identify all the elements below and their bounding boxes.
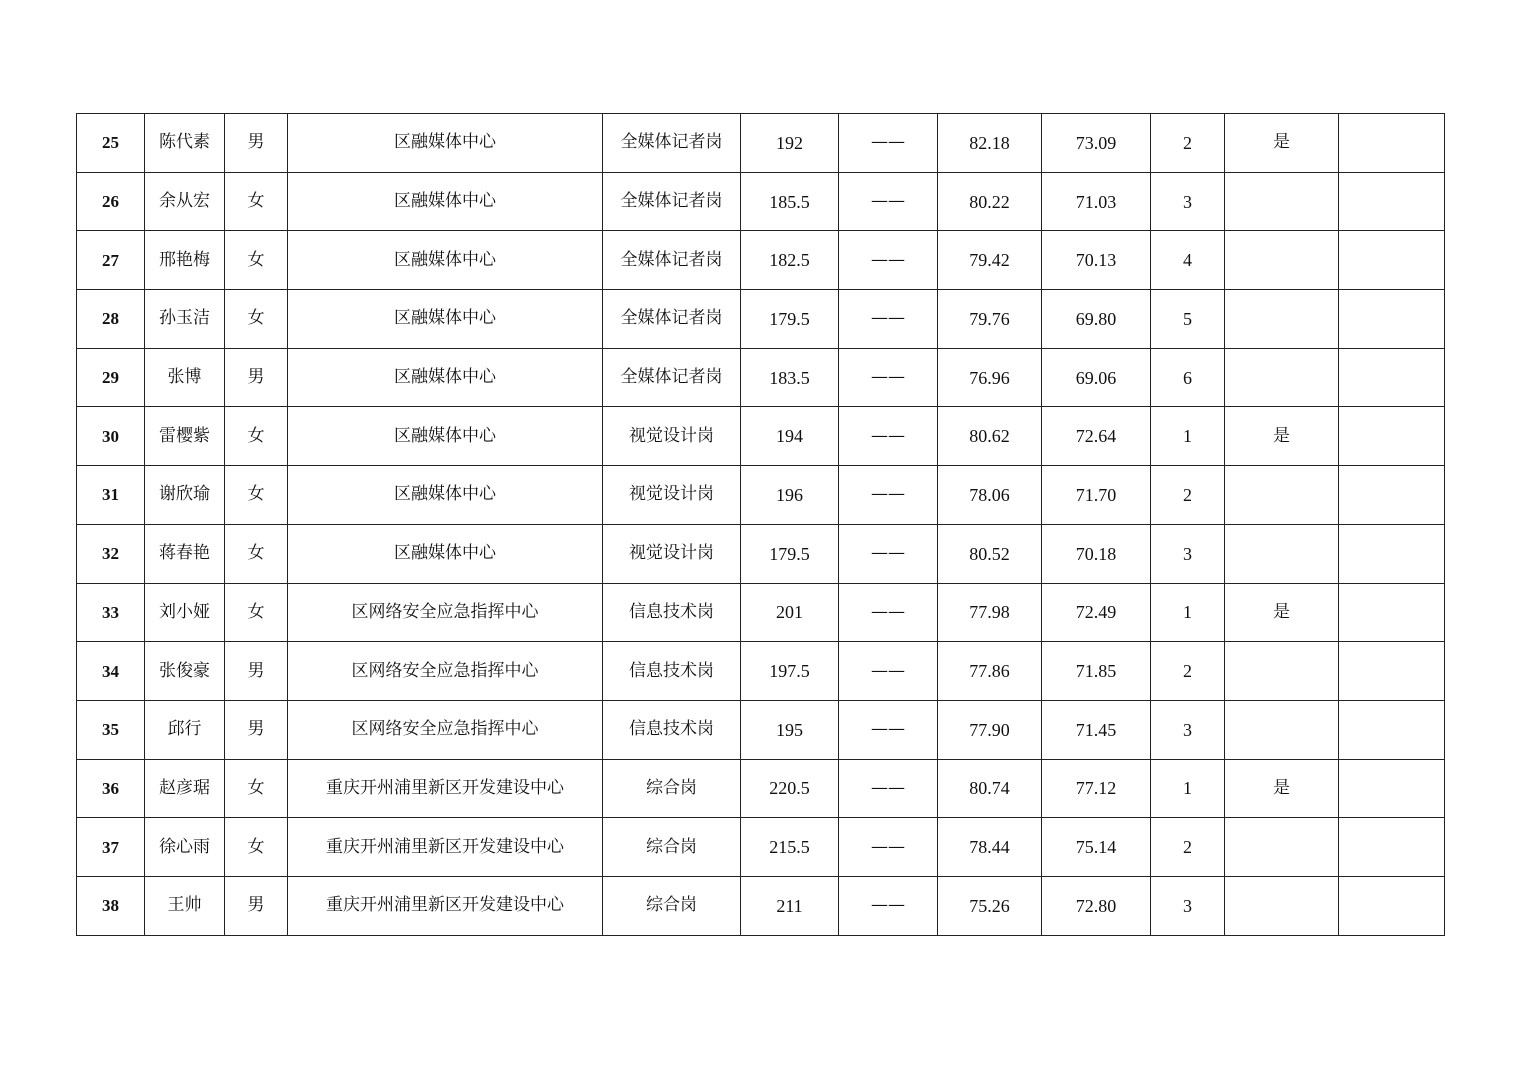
table-body: [77, 114, 1445, 936]
interview-score-cell: 75.26: [938, 876, 1042, 935]
interview-score-cell: 77.86: [938, 642, 1042, 701]
gender-cell: 女: [225, 172, 288, 231]
interview-score-cell: 80.62: [938, 407, 1042, 466]
unit-cell: 重庆开州浦里新区开发建设中心: [288, 818, 603, 877]
name-cell: 蒋春艳: [145, 524, 225, 583]
unit-cell: 重庆开州浦里新区开发建设中心: [288, 759, 603, 818]
physical-exam-cell: [1225, 231, 1339, 290]
table-row: [77, 700, 1445, 759]
rank-cell: 1: [1151, 583, 1225, 642]
note-cell: [1339, 583, 1445, 642]
table-row: [77, 114, 1445, 173]
table-row: [77, 172, 1445, 231]
total-score-cell: 70.13: [1042, 231, 1151, 290]
rank-cell: 2: [1151, 642, 1225, 701]
gender-cell: 女: [225, 231, 288, 290]
position-cell: 综合岗: [603, 876, 741, 935]
gender-cell: 女: [225, 407, 288, 466]
skill-score-cell: ——: [839, 876, 938, 935]
position-cell: 全媒体记者岗: [603, 114, 741, 173]
name-cell: 张俊豪: [145, 642, 225, 701]
rank-cell: 1: [1151, 407, 1225, 466]
position-cell: 全媒体记者岗: [603, 348, 741, 407]
row-number-cell: 36: [77, 759, 145, 818]
physical-exam-cell: [1225, 524, 1339, 583]
written-score-cell: 215.5: [741, 818, 839, 877]
name-cell: 徐心雨: [145, 818, 225, 877]
table-row: [77, 407, 1445, 466]
position-cell: 综合岗: [603, 818, 741, 877]
interview-score-cell: 82.18: [938, 114, 1042, 173]
written-score-cell: 211: [741, 876, 839, 935]
row-number-cell: 37: [77, 818, 145, 877]
interview-score-cell: 79.76: [938, 290, 1042, 349]
skill-score-cell: ——: [839, 466, 938, 525]
table-row: [77, 818, 1445, 877]
gender-cell: 女: [225, 290, 288, 349]
interview-score-cell: 80.74: [938, 759, 1042, 818]
skill-score-cell: ——: [839, 524, 938, 583]
gender-cell: 女: [225, 583, 288, 642]
physical-exam-cell: 是: [1225, 407, 1339, 466]
physical-exam-cell: [1225, 642, 1339, 701]
rank-cell: 3: [1151, 876, 1225, 935]
name-cell: 孙玉洁: [145, 290, 225, 349]
interview-score-cell: 78.44: [938, 818, 1042, 877]
note-cell: [1339, 642, 1445, 701]
interview-score-cell: 77.98: [938, 583, 1042, 642]
note-cell: [1339, 759, 1445, 818]
gender-cell: 女: [225, 818, 288, 877]
position-cell: 综合岗: [603, 759, 741, 818]
total-score-cell: 72.64: [1042, 407, 1151, 466]
note-cell: [1339, 466, 1445, 525]
results-table: [76, 113, 1445, 936]
total-score-cell: 71.45: [1042, 700, 1151, 759]
total-score-cell: 72.80: [1042, 876, 1151, 935]
position-cell: 信息技术岗: [603, 700, 741, 759]
skill-score-cell: ——: [839, 348, 938, 407]
row-number-cell: 28: [77, 290, 145, 349]
total-score-cell: 72.49: [1042, 583, 1151, 642]
unit-cell: 区网络安全应急指挥中心: [288, 700, 603, 759]
rank-cell: 3: [1151, 700, 1225, 759]
gender-cell: 男: [225, 114, 288, 173]
gender-cell: 男: [225, 700, 288, 759]
written-score-cell: 194: [741, 407, 839, 466]
note-cell: [1339, 876, 1445, 935]
unit-cell: 重庆开州浦里新区开发建设中心: [288, 876, 603, 935]
row-number-cell: 25: [77, 114, 145, 173]
total-score-cell: 69.80: [1042, 290, 1151, 349]
table-row: [77, 524, 1445, 583]
unit-cell: 区网络安全应急指挥中心: [288, 642, 603, 701]
gender-cell: 女: [225, 524, 288, 583]
skill-score-cell: ——: [839, 407, 938, 466]
name-cell: 张博: [145, 348, 225, 407]
skill-score-cell: ——: [839, 290, 938, 349]
total-score-cell: 71.70: [1042, 466, 1151, 525]
name-cell: 刘小娅: [145, 583, 225, 642]
name-cell: 邢艳梅: [145, 231, 225, 290]
row-number-cell: 38: [77, 876, 145, 935]
written-score-cell: 192: [741, 114, 839, 173]
physical-exam-cell: [1225, 348, 1339, 407]
row-number-cell: 29: [77, 348, 145, 407]
position-cell: 信息技术岗: [603, 642, 741, 701]
position-cell: 视觉设计岗: [603, 524, 741, 583]
row-number-cell: 27: [77, 231, 145, 290]
name-cell: 陈代素: [145, 114, 225, 173]
written-score-cell: 220.5: [741, 759, 839, 818]
note-cell: [1339, 290, 1445, 349]
name-cell: 谢欣瑜: [145, 466, 225, 525]
table-row: [77, 876, 1445, 935]
unit-cell: 区网络安全应急指挥中心: [288, 583, 603, 642]
interview-score-cell: 79.42: [938, 231, 1042, 290]
total-score-cell: 71.85: [1042, 642, 1151, 701]
written-score-cell: 195: [741, 700, 839, 759]
skill-score-cell: ——: [839, 231, 938, 290]
name-cell: 赵彦琚: [145, 759, 225, 818]
note-cell: [1339, 818, 1445, 877]
row-number-cell: 26: [77, 172, 145, 231]
written-score-cell: 185.5: [741, 172, 839, 231]
written-score-cell: 179.5: [741, 524, 839, 583]
written-score-cell: 179.5: [741, 290, 839, 349]
table-row: [77, 642, 1445, 701]
written-score-cell: 182.5: [741, 231, 839, 290]
position-cell: 全媒体记者岗: [603, 231, 741, 290]
rank-cell: 4: [1151, 231, 1225, 290]
position-cell: 信息技术岗: [603, 583, 741, 642]
note-cell: [1339, 524, 1445, 583]
physical-exam-cell: [1225, 700, 1339, 759]
physical-exam-cell: [1225, 818, 1339, 877]
gender-cell: 女: [225, 466, 288, 525]
rank-cell: 6: [1151, 348, 1225, 407]
table-row: [77, 583, 1445, 642]
rank-cell: 3: [1151, 524, 1225, 583]
written-score-cell: 183.5: [741, 348, 839, 407]
position-cell: 视觉设计岗: [603, 466, 741, 525]
table-row: [77, 348, 1445, 407]
table-row: [77, 231, 1445, 290]
unit-cell: 区融媒体中心: [288, 290, 603, 349]
physical-exam-cell: [1225, 172, 1339, 231]
position-cell: 视觉设计岗: [603, 407, 741, 466]
unit-cell: 区融媒体中心: [288, 466, 603, 525]
name-cell: 王帅: [145, 876, 225, 935]
rank-cell: 2: [1151, 114, 1225, 173]
skill-score-cell: ——: [839, 818, 938, 877]
interview-score-cell: 80.52: [938, 524, 1042, 583]
total-score-cell: 69.06: [1042, 348, 1151, 407]
unit-cell: 区融媒体中心: [288, 348, 603, 407]
physical-exam-cell: [1225, 876, 1339, 935]
physical-exam-cell: [1225, 290, 1339, 349]
skill-score-cell: ——: [839, 642, 938, 701]
total-score-cell: 73.09: [1042, 114, 1151, 173]
interview-score-cell: 76.96: [938, 348, 1042, 407]
note-cell: [1339, 407, 1445, 466]
total-score-cell: 77.12: [1042, 759, 1151, 818]
interview-score-cell: 78.06: [938, 466, 1042, 525]
interview-score-cell: 80.22: [938, 172, 1042, 231]
total-score-cell: 75.14: [1042, 818, 1151, 877]
unit-cell: 区融媒体中心: [288, 407, 603, 466]
table-row: [77, 466, 1445, 525]
row-number-cell: 34: [77, 642, 145, 701]
unit-cell: 区融媒体中心: [288, 172, 603, 231]
position-cell: 全媒体记者岗: [603, 172, 741, 231]
gender-cell: 女: [225, 759, 288, 818]
row-number-cell: 32: [77, 524, 145, 583]
row-number-cell: 30: [77, 407, 145, 466]
skill-score-cell: ——: [839, 759, 938, 818]
gender-cell: 男: [225, 348, 288, 407]
rank-cell: 1: [1151, 759, 1225, 818]
interview-score-cell: 77.90: [938, 700, 1042, 759]
name-cell: 雷樱紫: [145, 407, 225, 466]
name-cell: 余从宏: [145, 172, 225, 231]
unit-cell: 区融媒体中心: [288, 231, 603, 290]
gender-cell: 男: [225, 642, 288, 701]
unit-cell: 区融媒体中心: [288, 114, 603, 173]
physical-exam-cell: 是: [1225, 114, 1339, 173]
written-score-cell: 196: [741, 466, 839, 525]
written-score-cell: 201: [741, 583, 839, 642]
unit-cell: 区融媒体中心: [288, 524, 603, 583]
total-score-cell: 71.03: [1042, 172, 1151, 231]
table-row: [77, 290, 1445, 349]
note-cell: [1339, 700, 1445, 759]
note-cell: [1339, 348, 1445, 407]
physical-exam-cell: 是: [1225, 583, 1339, 642]
rank-cell: 3: [1151, 172, 1225, 231]
physical-exam-cell: [1225, 466, 1339, 525]
written-score-cell: 197.5: [741, 642, 839, 701]
skill-score-cell: ——: [839, 172, 938, 231]
gender-cell: 男: [225, 876, 288, 935]
rank-cell: 2: [1151, 818, 1225, 877]
table-row: [77, 759, 1445, 818]
note-cell: [1339, 114, 1445, 173]
row-number-cell: 31: [77, 466, 145, 525]
rank-cell: 5: [1151, 290, 1225, 349]
skill-score-cell: ——: [839, 583, 938, 642]
skill-score-cell: ——: [839, 700, 938, 759]
name-cell: 邱行: [145, 700, 225, 759]
row-number-cell: 35: [77, 700, 145, 759]
row-number-cell: 33: [77, 583, 145, 642]
total-score-cell: 70.18: [1042, 524, 1151, 583]
rank-cell: 2: [1151, 466, 1225, 525]
skill-score-cell: ——: [839, 114, 938, 173]
position-cell: 全媒体记者岗: [603, 290, 741, 349]
note-cell: [1339, 172, 1445, 231]
note-cell: [1339, 231, 1445, 290]
physical-exam-cell: 是: [1225, 759, 1339, 818]
